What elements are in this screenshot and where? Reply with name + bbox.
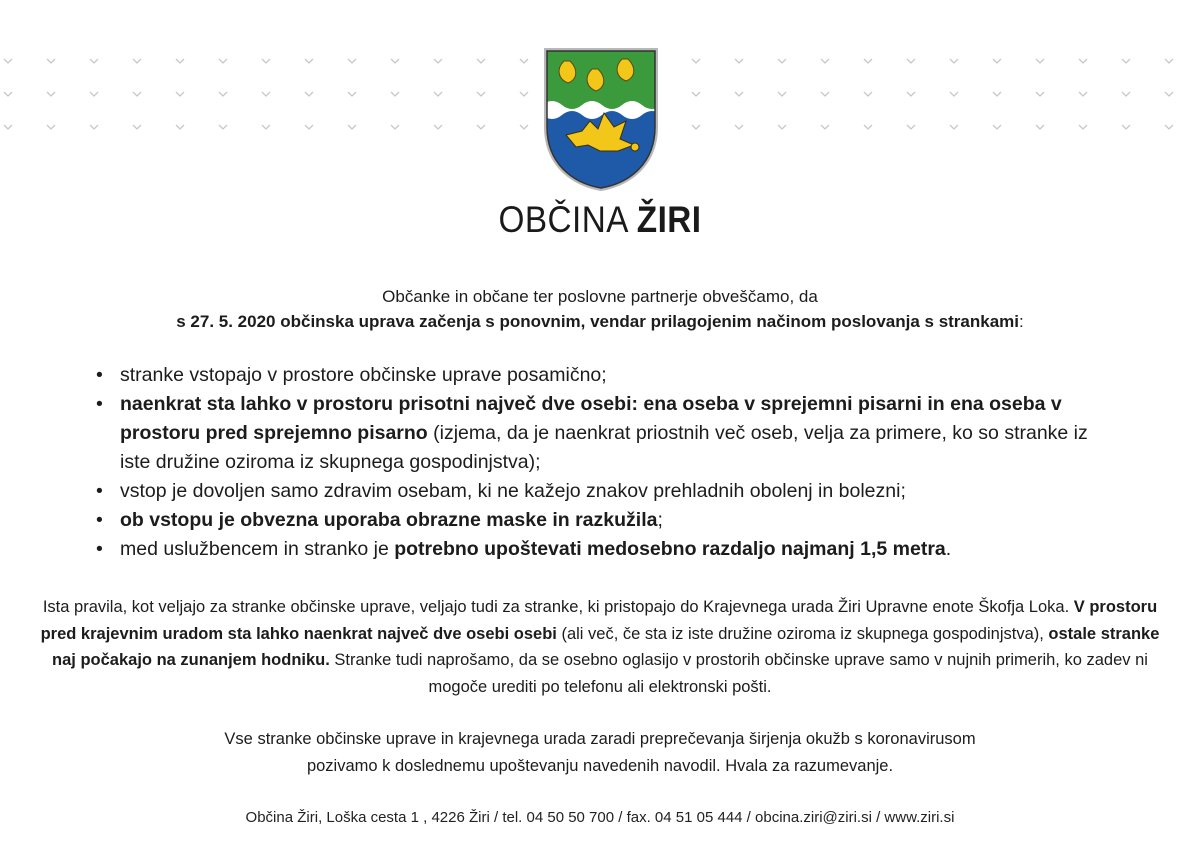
list-item — [96, 535, 1106, 564]
municipality-title — [60, 196, 1140, 244]
list-item — [96, 390, 1106, 477]
para1-part3: Stranke tudi naprošamo, da se osebno oglasijo v prostorih občinske uprave samo v nujnih primerih, ko zadev ni mogoče urediti po telefonu ali elektronski pošti. — [329, 651, 1148, 696]
rule-4-bold: ob vstopu je obvezna uporaba obrazne maske in razkužila — [120, 509, 658, 531]
closing-line-2: pozivamo k doslednemu upoštevanju navedenih navodil. Hvala za razumevanje. — [306, 756, 894, 775]
closing-paragraph — [30, 726, 1170, 779]
rule-5-text: med uslužbencem in stranko je — [120, 538, 395, 560]
para1-bold2: ostale stranke naj počakajo na zunanjem hodniku. — [52, 624, 1160, 669]
rule-5-bold: potrebno upoštevati medosebno razdaljo najmanj 1,5 metra — [394, 538, 946, 560]
rule-2-text: (izjema, da je naenkrat priostnih več oseb, velja za primere, ko so stranke iz iste družine oziroma iz skupnega gospodinjstva); — [120, 422, 1088, 473]
rule-3-text: vstop je dovoljen samo zdravim osebam, ki ne kažejo znakov prehladnih obolenj in bolezni; — [120, 480, 906, 502]
list-item — [96, 477, 1106, 506]
title-light: OBČINA — [498, 199, 637, 240]
para1-bold1: V prostoru pred krajevnim uradom sta lahko naenkrat največ dve osebi osebi — [40, 598, 1158, 643]
para1-part1: Ista pravila, kot veljajo za stranke občinske uprave, veljajo tudi za stranke, ki pristopajo do Krajevnega urada Žiri Upravne enote Škofja Loka. — [42, 598, 1074, 616]
office-rules-paragraph — [30, 594, 1170, 700]
coat-of-arms-icon — [542, 47, 660, 191]
intro-line-2 — [0, 309, 1200, 334]
closing-line-1: Vse stranke občinske uprave in krajevnega urada zaradi preprečevanja širjenja okužb s koronavirusom — [224, 730, 976, 748]
rule-4-text: ; — [657, 509, 663, 531]
intro-line-1: Občanke in občane ter poslovne partnerje obveščamo, da — [382, 287, 818, 306]
intro-line-2-bold: s 27. 5. 2020 občinska uprava začenja s ponovnim, vendar prilagojenim načinom poslovanja s strankami — [176, 312, 1020, 331]
rules-list — [96, 361, 1106, 564]
intro-line-2-tail: : — [1019, 312, 1024, 331]
intro-text — [0, 284, 1200, 334]
rule-5-tail: . — [945, 538, 952, 560]
list-item — [96, 361, 1106, 390]
footer-contact: Občina Žiri, Loška cesta 1 , 4226 Žiri / tel. 04 50 50 700 / fax. 04 51 05 444 / obcina.ziri@ziri.si / www.ziri.si — [245, 809, 955, 826]
title-bold: ŽIRI — [636, 199, 702, 240]
para1-part2: (ali več, če sta iz iste družine oziroma iz skupnega gospodinjstva), — [556, 624, 1049, 643]
list-item — [96, 506, 1106, 535]
rule-2-bold: naenkrat sta lahko v prostoru prisotni največ dve osebi: ena oseba v sprejemni pisarni in ena oseba v prostoru pred sprejemno pisarno — [120, 393, 1062, 444]
rule-1-text: stranke vstopajo v prostore občinske uprave posamično; — [120, 364, 607, 386]
